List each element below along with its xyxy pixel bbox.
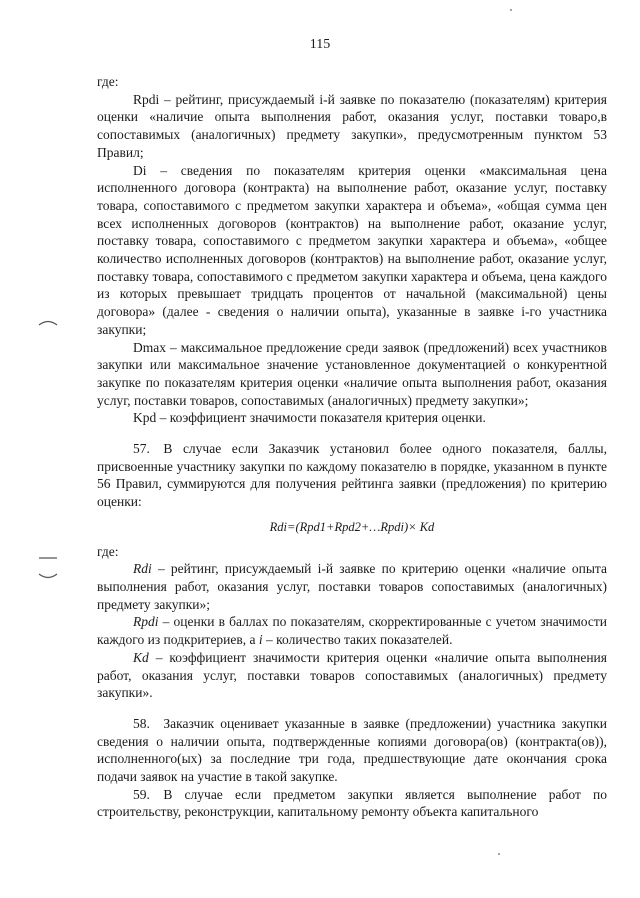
paragraph <box>97 786 607 821</box>
document-body <box>97 73 607 821</box>
text-run: Di <box>133 162 147 178</box>
paragraph-gap <box>97 427 607 440</box>
scan-dot <box>510 9 512 11</box>
text-run: – рейтинг, присуждаемый i-й заявке по критерию оценки «наличие опыта выполнения работ, оказания услуг, поставки товаров сопоставимых (аналогичных) предмету закупки»; <box>97 561 607 612</box>
where-label: где: <box>97 543 119 559</box>
margin-mark <box>38 553 58 561</box>
italic-term: Rdi <box>133 561 152 577</box>
paragraph <box>97 715 607 786</box>
text-run: – сведения по показателям критерия оценки «максимальная цена исполненного договора (контракта) на выполнение работ, оказание услуг, поставку товара, сопоставимого с предметом закупки характера и объема», «общая сумма цен всех исполненных договоров (контрактов) на выполнение работ, оказание услуг, поставку товара, сопоставимого с предметом закупки характера и объема», «общее количество исполненных договоров (контрактов) на выполнение работ, оказание услуг, поставку товара, сопоставимого с предметом закупки характера и объема, цена каждого из которых превышает тридцать процентов от начальной (максимальной) цены договора» (далее - сведения о наличии опыта), указанные в заявке i-го участника закупки; <box>97 162 607 337</box>
paragraph <box>97 91 607 162</box>
text-run: – коэффициент значимости показателя критерия оценки. <box>156 410 486 426</box>
text-run: 59. В случае если предметом закупки является выполнение работ по строительству, реконструкции, капитальному ремонту объекта капитального <box>97 786 607 820</box>
paragraph <box>97 162 607 339</box>
paragraph <box>97 440 607 511</box>
paragraph <box>97 613 607 648</box>
paragraph <box>97 339 607 410</box>
text-run: – количество таких показателей. <box>262 632 453 648</box>
text-run: – максимальное предложение среди заявок (предложений) всех участников закупки или максимальное значение установленное документацией о конкурентной закупке по показателям критерия оценки «наличие опыта выполнения работ, оказания услуг, поставки товаров, сопоставимых (аналогичных) предмету закупки»; <box>97 339 607 408</box>
paragraph-gap <box>97 702 607 715</box>
margin-mark <box>38 318 58 326</box>
italic-term: Kd <box>133 649 149 665</box>
where-label: где: <box>97 74 119 89</box>
text-run: Kpd <box>133 410 157 426</box>
text-run: Dmax <box>133 339 166 355</box>
page-number: 115 <box>309 37 331 52</box>
text-run: 57. В случае если Заказчик установил более одного показателя, баллы, присвоенные участнику закупки по каждому показателю в порядке, указанном в пункте 56 Правил, суммируются для получения рейтинга заявки (предложения) по критерию оценки: <box>97 441 607 510</box>
italic-term: Rpdi <box>133 614 159 630</box>
formula: Rdi=(Rpd1+Rpd2+…Rpdi)× Kd <box>269 519 435 534</box>
text-run: – рейтинг, присуждаемый i-й заявке по показателю (показателям) критерия оценки «наличие опыта выполнения работ, оказания услуг, поставки товаро,в сопоставимых (аналогичных) предмету закупки», предусмотренным пунктом 53 Правил; <box>97 91 607 160</box>
paragraph <box>97 409 607 427</box>
text-run: – коэффициент значимости критерия оценки «наличие опыта выполнения работ, оказания услуг, поставки товаров сопоставимых (аналогичных) предмету закупки». <box>97 649 607 701</box>
paragraph <box>97 560 607 613</box>
text-run: – оценки в баллах по показателям, скорректированные с учетом значимости каждого из подкритериев, а <box>97 614 607 648</box>
scan-dot <box>498 853 500 855</box>
text-run: 58. Заказчик оценивает указанные в заявке (предложении) участника закупки сведения о наличии опыта, подтвержденные копиями договора(ов) (контракта(ов)), исполненного(ых) за последние три года, предшествующие дате окончания срока подачи заявок на участие в такой закупке. <box>97 715 607 785</box>
text-run: Rpdi <box>133 91 160 107</box>
paragraph <box>97 649 607 702</box>
margin-mark <box>38 573 58 581</box>
italic-term: i <box>258 632 263 648</box>
